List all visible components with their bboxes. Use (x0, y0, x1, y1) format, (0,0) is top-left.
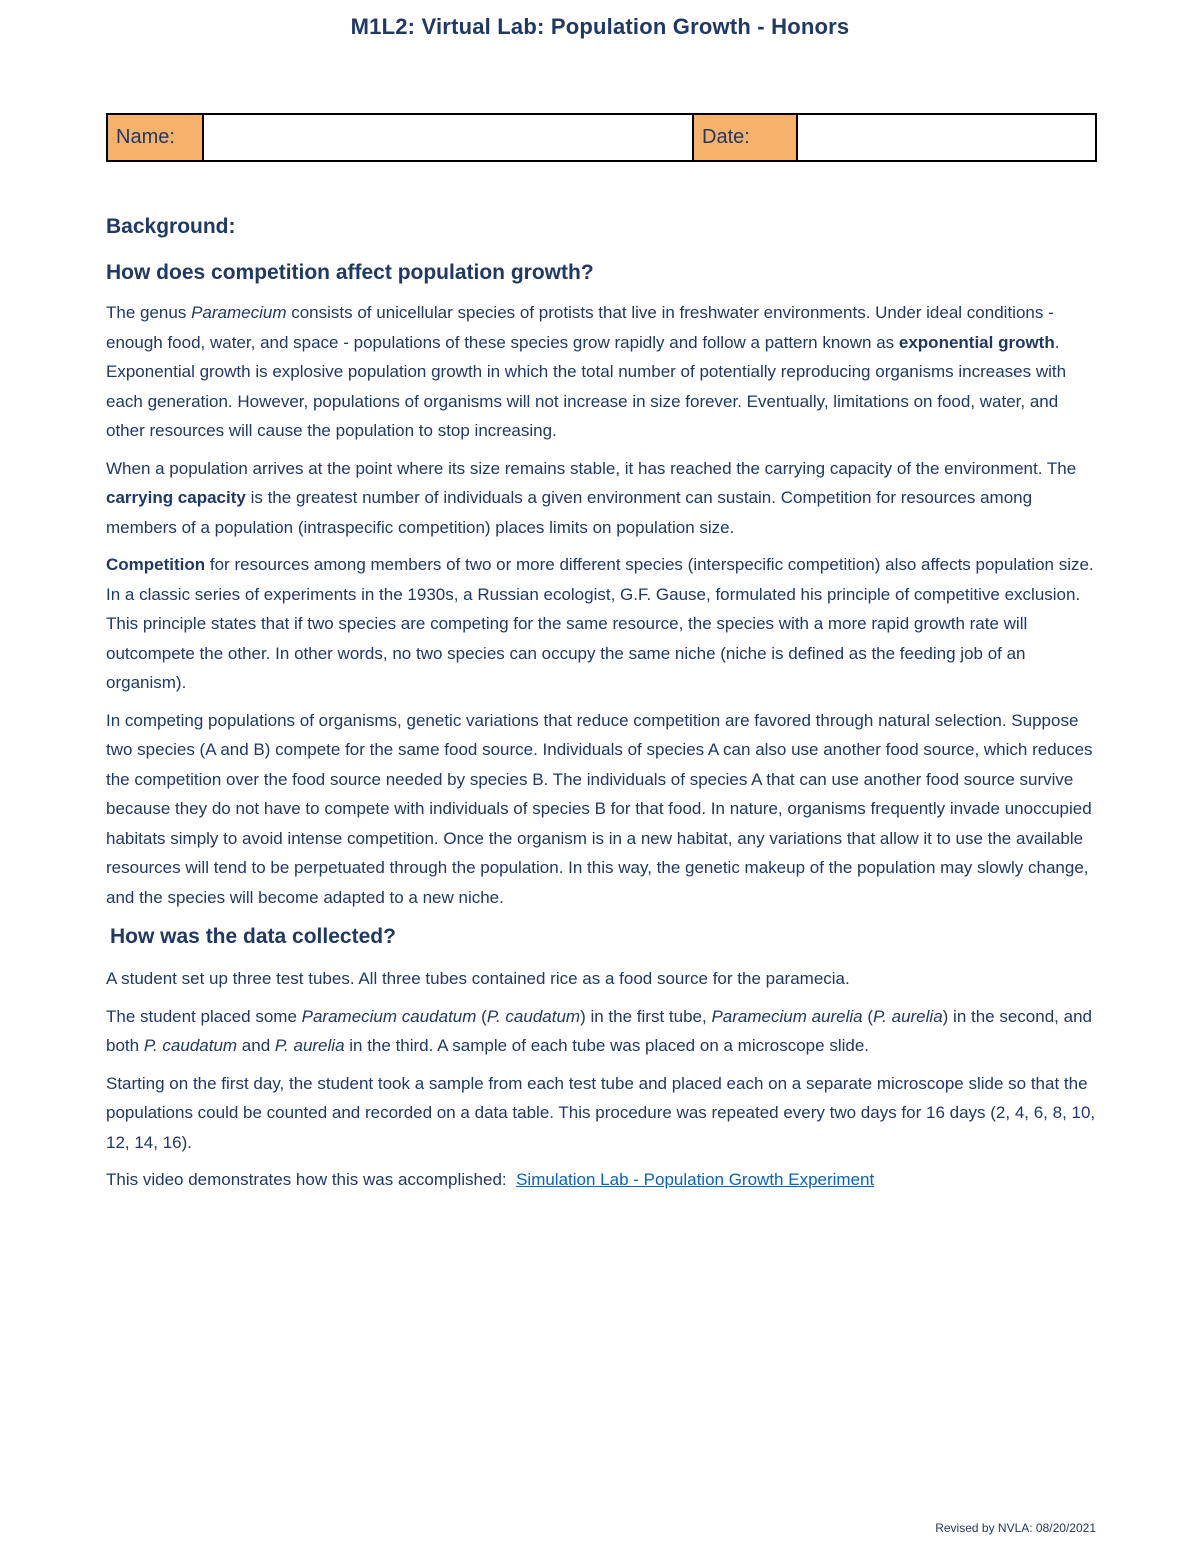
paragraph-species-placement: The student placed some Paramecium caudatum (P. caudatum) in the first tube, Paramecium aurelia (P. aurelia) in the second, and both P. caudatum and P. aurelia in the third. A sample of each tube was placed on a microscope slide. (106, 1006, 1092, 1055)
name-field[interactable] (202, 115, 694, 160)
paragraph-video: This video demonstrates how this was accomplished: Simulation Lab - Population Growth Experiment (106, 1170, 875, 1189)
simulation-lab-link[interactable]: Simulation Lab - Population Growth Experiment (516, 1170, 875, 1189)
name-label: Name: (108, 115, 202, 160)
date-label: Date: (694, 115, 796, 160)
paragraph-natural-selection: In competing populations of organisms, genetic variations that reduce competition are favored through natural selection. Suppose two species (A and B) compete for the same food source. Individuals of species A can also use another food source, which reduces the competition over the food source needed by species B. The individuals of species A that can use another food source survive because they do not have to compete with individuals of species B for that food. In nature, organisms frequently invade unoccupied habitats simply to avoid intense competition. Once the organism is in a new habitat, any variations that allow it to use the available resources will tend to be perpetuated through the population. In this way, the genetic makeup of the population may slowly change, and the species will become adapted to a new niche. (106, 710, 1093, 907)
paragraph-carrying-capacity: When a population arrives at the point where its size remains stable, it has reached the carrying capacity of the environment. The carrying capacity is the greatest number of individuals a given environment can sustain. Competition for resources among members of a population (intraspecific competition) places limits on population size. (106, 458, 1077, 537)
data-collection-heading: How was the data collected? (110, 925, 396, 948)
paragraph-test-tubes: A student set up three test tubes. All three tubes contained rice as a food source for the paramecia. (106, 969, 850, 988)
background-heading: Background: (106, 215, 236, 238)
competition-question-heading: How does competition affect population growth? (106, 261, 594, 284)
page-title: M1L2: Virtual Lab: Population Growth - Honors (350, 14, 850, 39)
paragraph-paramecium: The genus Paramecium consists of unicellular species of protists that live in freshwater environments. Under ideal conditions - enough food, water, and space - populations of these species grow rapidly and follow a pattern known as exponential growth. Exponential growth is explosive population growth in which the total number of potentially reproducing organisms increases with each generation. However, populations of organisms will not increase in size forever. Eventually, limitations on food, water, and other resources will cause the population to stop increasing. (106, 303, 1067, 440)
document-body (106, 210, 1101, 1203)
paragraph-procedure: Starting on the first day, the student took a sample from each test tube and placed each on a separate microscope slide so that the populations could be counted and recorded on a data table. This procedure was repeated every two days for 16 days (2, 4, 6, 8, 10, 12, 14, 16). (106, 1073, 1096, 1152)
date-field[interactable] (796, 115, 1095, 160)
name-date-table (106, 113, 1097, 162)
revision-footer: Revised by NVLA: 08/20/2021 (935, 1521, 1096, 1535)
paragraph-competition: Competition for resources among members of two or more different species (interspecific competition) also affects population size. In a classic series of experiments in the 1930s, a Russian ecologist, G.F. Gause, formulated his principle of competitive exclusion. This principle states that if two species are competing for the same resource, the species with a more rapid growth rate will outcompete the other. In other words, no two species can occupy the same niche (niche is defined as the feeding job of an organism). (106, 555, 1094, 692)
